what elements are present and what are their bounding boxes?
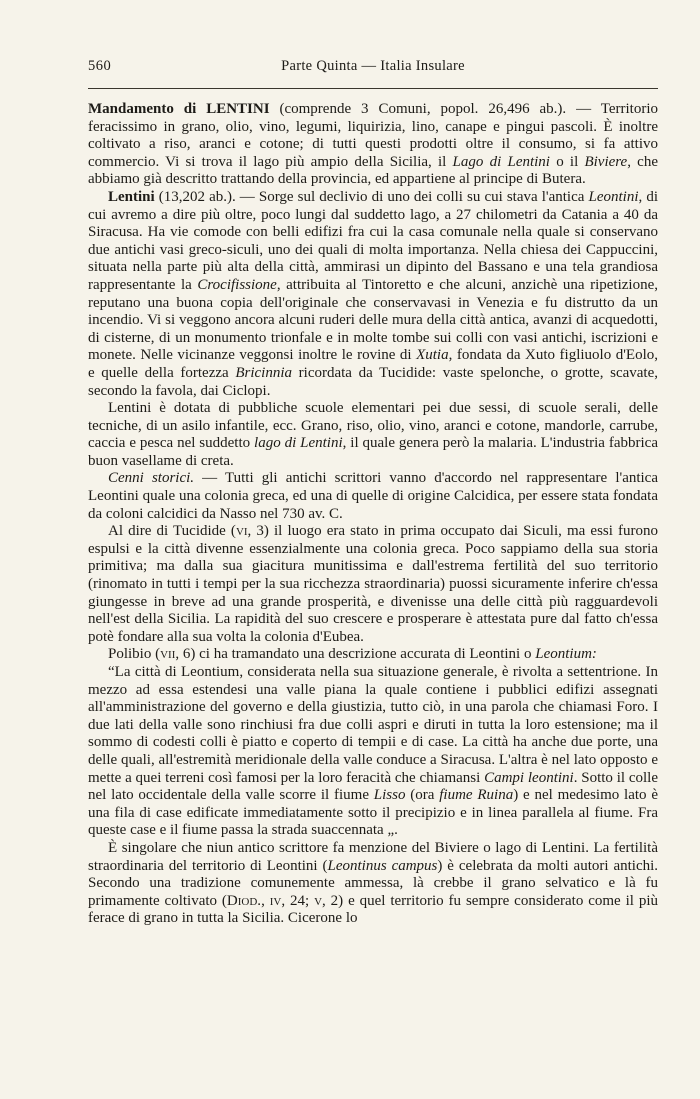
running-title: Parte Quinta — Italia Insulare (281, 58, 465, 74)
italic-run: Leontium: (535, 646, 597, 663)
text-run: (13,202 ab.). — Sorge sul declivio di uno dei colli su cui stava l'antica (154, 188, 589, 205)
italic-run: lago di Lentini (254, 435, 343, 452)
text-run: “La città di Leontium, considerata nella sua situazione generale, è rivolta a settentrione. In mezzo ad essa estendesi una valle piana la quale contiene i pubblici edifizi assegnati all'amministrazione del governo e della giustizia, tutto ciò, in una parola che chiamasi Foro. I due lati della valle sono rinchiusi fra due colli aspri e diruti in tutta la loro estensione; ma il sommo di codesti colli è piatto e coperto di tempii e di case. La città ha anche due porte, una delle quali, all'estremità meridionale della valle conduce a Siracusa. L'altra è nel lato opposto e mette a quei terreni così famosi per la loro feracità che chiamansi (88, 664, 658, 786)
italic-run: Bricinnia (235, 364, 293, 381)
page-number: 560 (88, 58, 112, 74)
text-run: o il (549, 153, 585, 170)
italic-run: Cenni storici. (108, 470, 195, 487)
text-run: , 3) il luogo era stato in prima occupato dai Siculi, ma essi furono espulsi e la città divenne essenzialmente una colonia greca. Poco sappiamo della sua storia primitiva; ma dalla sua giacitura munitissima e dall'estrema fertilità del suo territorio (rinomato in tutti i tempi per la sua ricchezza straordinaria) puossi sicuramente inferire ch'essa giungesse in breve ad una grande prosperità, e divenisse una delle città più ragguardevoli nell'est della Sicilia. La rapidità del suo crescere e prosperare è attestata pure dal fatto ch'essa potè fondare alla sua volta la colonia d'Eubea. (88, 523, 659, 645)
text-run: , (261, 892, 270, 909)
italic-run: Lago di Lentini (452, 153, 550, 170)
italic-run: Leontinus campus (327, 857, 438, 874)
text-run: , attribuita al Tintoretto e che alcuni, anzichè una ripetizione, reputano una buona copia dell'originale che conservavasi in Venezia e fu distrutto da un incendio. Vi si veggono ancora alcuni ruderi delle mura della città antica, avanzi di acquedotti, di cisterne, di un monumento trionfale e in molte tombe sui colli con vasi antichi, iscrizioni e monete. Nelle vicinanze veggonsi inoltre le rovine di (88, 276, 658, 364)
italic-run: Xutia (416, 347, 449, 364)
text-run: Polibio ( (108, 646, 161, 663)
text-run: , che abbiamo già descritto trattando della provincia, ed appartiene al principe di Butera. (88, 153, 658, 188)
italic-run: fiume Ruina (439, 787, 514, 804)
paragraph-lentini (88, 189, 658, 400)
italic-run: Campi leontini (484, 769, 574, 786)
paragraph-tucidide (88, 523, 658, 646)
text-run: ) è celebrata da molti autori antichi. Secondo una tradizione comunemente ammessa, là crebbe il grano selvatico e là fu primamente coltivato ( (88, 857, 659, 909)
smallcaps-run: vii (160, 646, 176, 663)
italic-run: Crocifissione (197, 276, 277, 293)
paragraph-polibio (88, 646, 658, 664)
paragraph-quotation (88, 664, 658, 840)
page-header (88, 58, 658, 88)
text-run: , di cui avremo a dire più oltre, poco lungi dal suddetto lago, a 27 chilometri da Catania a 40 da Siracusa. Ha vie comode con belli edifizi fra cui la casa comunale nella quale si conservano due antichi vasi greco-siculi, uno dei quali di molta importanza. Nella chiesa dei Cappuccini, situata nella parte più alta della città, ammirasi un dipinto del Bassano e una tela grandiosa rappresentante la (88, 188, 659, 293)
bold-run: Lentini (108, 188, 155, 205)
text-run: ricordata da Tucidide: vaste spelonche, o grotte, scavate, secondo la favola, dai Ciclopi. (88, 364, 659, 399)
text-run: , 2) e quel territorio fu sempre considerato come il più ferace di grano in tutta la Sicilia. Cicerone lo (88, 892, 659, 927)
text-run: (ora (405, 787, 440, 804)
text-run: , 24; (281, 892, 315, 909)
italic-run: Biviere (584, 153, 628, 170)
smallcaps-run: iv (269, 892, 282, 909)
header-rule (88, 88, 658, 89)
paragraph-biviere (88, 840, 658, 928)
text-run: . Sotto il colle nel lato occidentale della valle scorre il fiume (88, 769, 658, 804)
paragraph-mandamento (88, 101, 658, 189)
text-run: ) e nel medesimo lato è una fila di case edificate immediatamente sotto il precipizio e in linea parallela al fiume. Fra queste case e il fiume passa la strada suaccennata „. (88, 787, 658, 839)
italic-run: Lisso (373, 787, 406, 804)
body-text (88, 101, 658, 928)
text-run: , 6) ci ha tramandato una descrizione accurata di Leontini o (175, 646, 536, 663)
italic-run: Leontini (588, 188, 639, 205)
text-run: — Tutti gli antichi scrittori vanno d'accordo nel rappresentare l'antica Leontini quale una colonia greca, ed una di quelle di origine Calcidica, per essere stata fondata da coloni calcidici da Nasso nel 730 av. C. (88, 470, 658, 522)
text-run: (comprende 3 Comuni, popol. 26,496 ab.). — Territorio feracissimo in grano, olio, vino, legumi, liquirizia, lino, canape e pingui pascoli. È inoltre coltivato a riso, aranci e cotone; di tutti questi prodotti oltre il consumo, si fa attivo commercio. Vi si trova il lago più ampio della Sicilia, il (88, 101, 659, 170)
smallcaps-run: Diod. (226, 892, 262, 909)
text-run: Al dire di Tucidide ( (108, 523, 236, 540)
text-run: , fondata da Xuto figliuolo d'Eolo, e quelle della fortezza (88, 347, 658, 381)
text-run: Lentini è dotata di pubbliche scuole elementari pei due sessi, di scuole serali, delle tecniche, di un asilo infantile, ecc. Grano, riso, olio, vino, aranci e cotone, mandorle, carrube, caccia e pesca nel suddetto (88, 400, 658, 452)
smallcaps-run: vi (235, 523, 248, 540)
paragraph-schools-products (88, 400, 658, 470)
smallcaps-run: v (314, 892, 323, 909)
bold-run: Mandamento di LENTINI (88, 101, 270, 117)
text-run: È singolare che niun antico scrittore fa menzione del Biviere o lago di Lentini. La fertilità straordinaria del territorio di Leontini ( (88, 839, 658, 874)
text-run: , il quale genera però la malaria. L'industria fabbrica buon vasellame di creta. (88, 435, 658, 469)
paragraph-cenni-storici (88, 470, 658, 523)
